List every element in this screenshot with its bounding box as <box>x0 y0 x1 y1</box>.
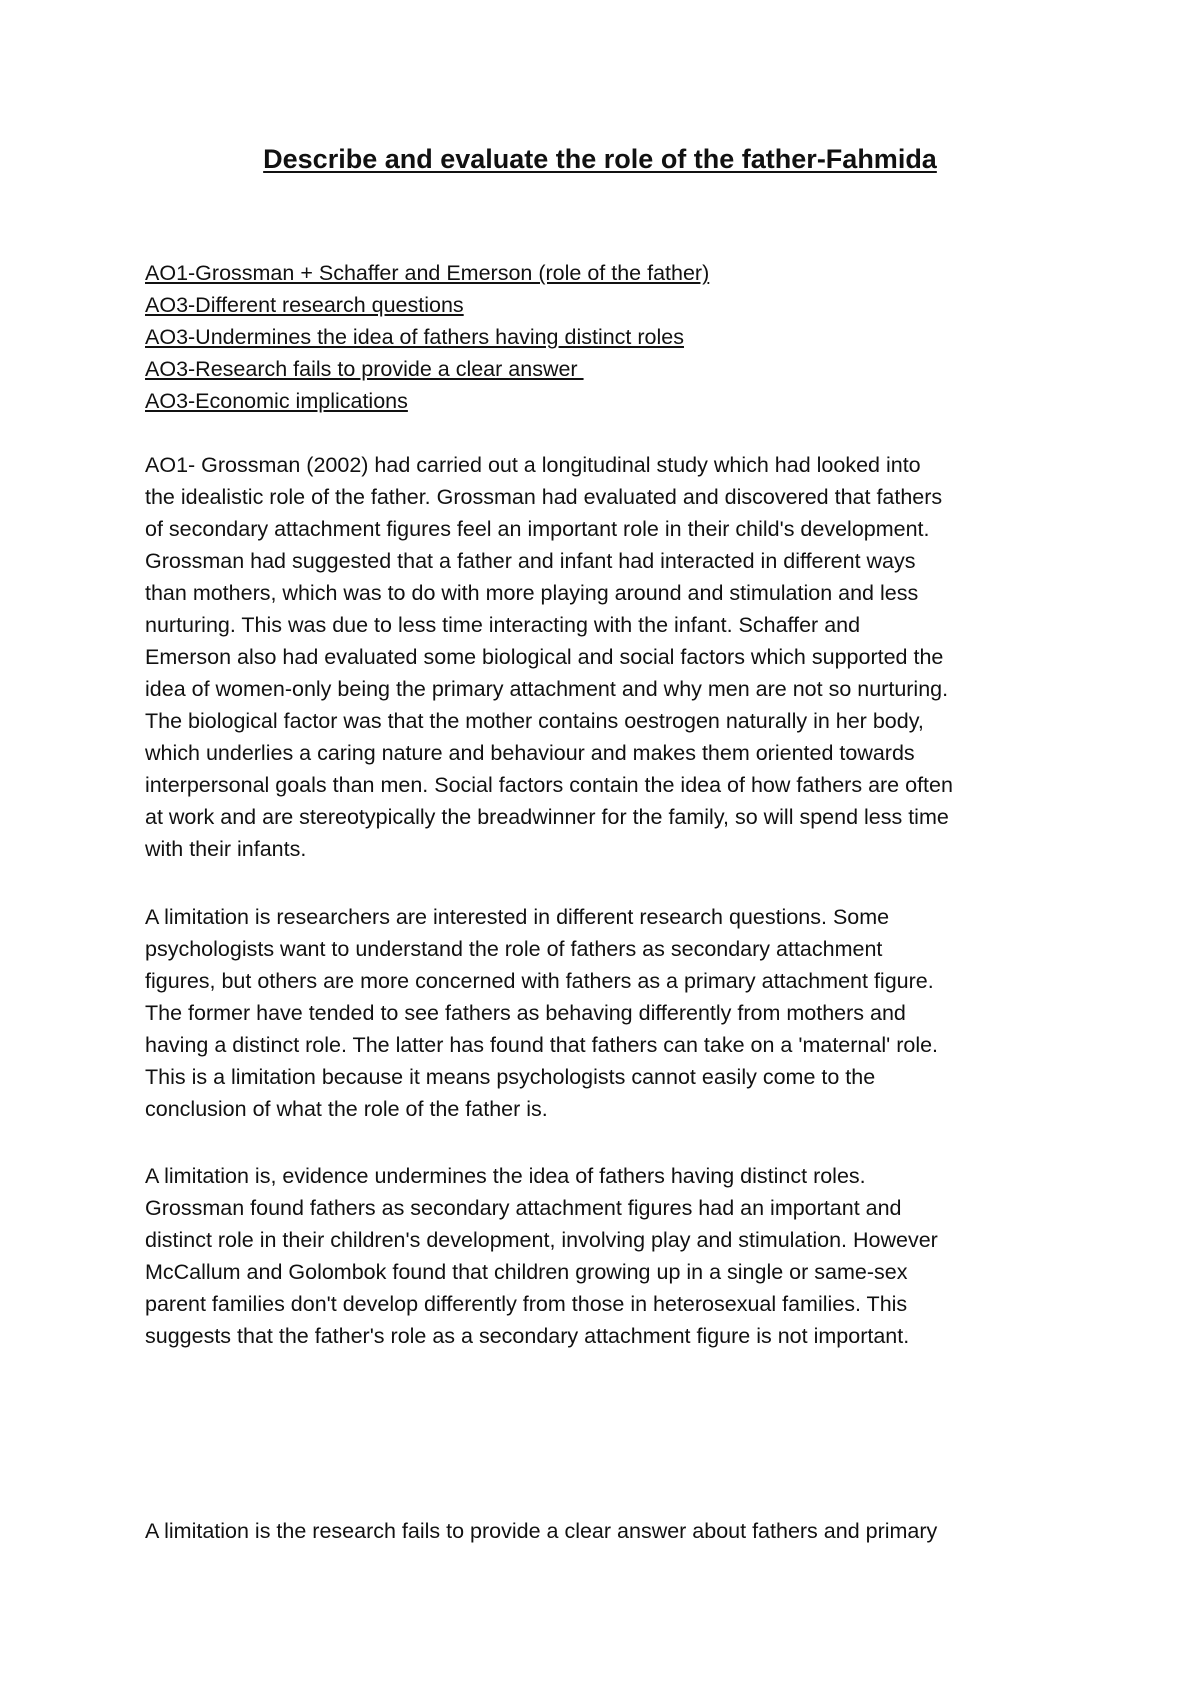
paragraph-line: A limitation is, evidence undermines the idea of fathers having distinct roles. <box>145 1164 866 1188</box>
outline-item: AO3-Different research questions <box>145 293 464 317</box>
paragraph-line: nurturing. This was due to less time interacting with the infant. Schaffer and <box>145 613 861 637</box>
paragraph-line: distinct role in their children's development, involving play and stimulation. However <box>145 1228 938 1252</box>
paragraph-ao1 <box>145 449 1085 865</box>
paragraph-line: conclusion of what the role of the father is. <box>145 1097 548 1121</box>
paragraph-distinct-roles <box>145 1160 1085 1352</box>
paragraph-line: of secondary attachment figures feel an important role in their child's development. <box>145 517 930 541</box>
paragraph-line: having a distinct role. The latter has found that fathers can take on a 'maternal' role. <box>145 1033 939 1057</box>
essay-outline-list <box>145 257 1065 417</box>
outline-item: AO3-Undermines the idea of fathers having distinct roles <box>145 325 684 349</box>
paragraph-clear-answer <box>145 1515 1085 1547</box>
paragraph-line: interpersonal goals than men. Social factors contain the idea of how fathers are often <box>145 773 953 797</box>
paragraph-line: A limitation is researchers are interested in different research questions. Some <box>145 905 890 929</box>
paragraph-line: Grossman had suggested that a father and infant had interacted in different ways <box>145 549 916 573</box>
paragraph-line: suggests that the father's role as a secondary attachment figure is not important. <box>145 1324 910 1348</box>
paragraph-line: The former have tended to see fathers as behaving differently from mothers and <box>145 1001 906 1025</box>
outline-item: AO3-Research fails to provide a clear answer <box>145 357 584 381</box>
paragraph-line: Grossman found fathers as secondary attachment figures had an important and <box>145 1196 902 1220</box>
paragraph-line: psychologists want to understand the role of fathers as secondary attachment <box>145 937 883 961</box>
document-title: Describe and evaluate the role of the father-Fahmida <box>263 144 937 174</box>
outline-item: AO3-Economic implications <box>145 389 408 413</box>
paragraph-line: figures, but others are more concerned with fathers as a primary attachment figure. <box>145 969 934 993</box>
paragraph-line: A limitation is the research fails to provide a clear answer about fathers and primary <box>145 1519 938 1543</box>
paragraph-different-research-questions <box>145 901 1085 1125</box>
paragraph-line: AO1- Grossman (2002) had carried out a longitudinal study which had looked into <box>145 453 921 477</box>
paragraph-line: idea of women-only being the primary attachment and why men are not so nurturing. <box>145 677 949 701</box>
paragraph-line: parent families don't develop differently from those in heterosexual families. This <box>145 1292 908 1316</box>
paragraph-line: the idealistic role of the father. Grossman had evaluated and discovered that fathers <box>145 485 943 509</box>
paragraph-line: McCallum and Golombok found that children growing up in a single or same-sex <box>145 1260 908 1284</box>
paragraph-line: at work and are stereotypically the breadwinner for the family, so will spend less time <box>145 805 949 829</box>
paragraph-line: which underlies a caring nature and behaviour and makes them oriented towards <box>145 741 915 765</box>
paragraph-line: Emerson also had evaluated some biological and social factors which supported the <box>145 645 944 669</box>
paragraph-line: with their infants. <box>145 837 307 861</box>
paragraph-line: This is a limitation because it means psychologists cannot easily come to the <box>145 1065 876 1089</box>
paragraph-line: The biological factor was that the mother contains oestrogen naturally in her body, <box>145 709 924 733</box>
outline-item: AO1-Grossman + Schaffer and Emerson (role of the father) <box>145 261 710 285</box>
paragraph-line: than mothers, which was to do with more playing around and stimulation and less <box>145 581 919 605</box>
